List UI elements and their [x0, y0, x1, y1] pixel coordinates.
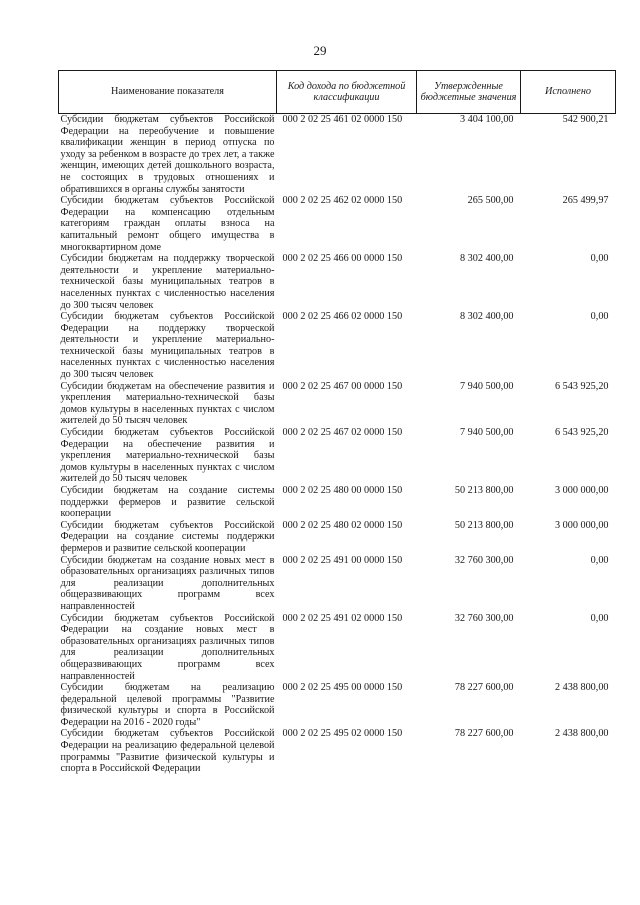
- row-approved: 78 227 600,00: [454, 728, 514, 740]
- row-code: 000 2 02 25 491 00 0000 150: [282, 554, 403, 566]
- table-row: [59, 253, 616, 311]
- header-executed: Исполнено: [521, 71, 616, 114]
- row-approved: 32 760 300,00: [454, 554, 514, 566]
- row-code: 000 2 02 25 495 02 0000 150: [282, 728, 403, 740]
- row-approved: 32 760 300,00: [454, 612, 514, 624]
- budget-table: [58, 70, 616, 775]
- table-row: [59, 613, 616, 683]
- page-number: 29: [313, 43, 327, 58]
- header-approved: Утвержденные бюджетные значения: [417, 71, 521, 114]
- row-executed: 6 543 925,20: [555, 427, 609, 439]
- table-row: [59, 195, 616, 253]
- table-row: [59, 485, 616, 520]
- table-header: [59, 71, 616, 114]
- table-row: [59, 682, 616, 728]
- row-approved: 7 940 500,00: [460, 380, 514, 392]
- row-executed: 3 000 000,00: [555, 519, 609, 531]
- row-executed: 542 900,21: [562, 114, 609, 125]
- row-name: Субсидии бюджетам субъектов Российской Федерации на поддержку творческой деятельности и укрепление материально-технической базы муниципальных театров в населенных пунктах с численностью населения до 300 тысяч человек: [60, 311, 275, 381]
- table-row: [59, 427, 616, 485]
- row-code: 000 2 02 25 466 00 0000 150: [282, 253, 403, 265]
- row-approved: 50 213 800,00: [454, 519, 514, 531]
- table-row: [59, 555, 616, 613]
- row-name: Субсидии бюджетам субъектов Российской Федерации на переобучение и повышение квалификации женщин в период отпуска по уходу за ребенком в возрасте до трех лет, а также женщин, имеющих детей дошкольного возраста, не состоящих в трудовых отношениях и обратившихся в органы службы занятости: [60, 114, 275, 195]
- row-name: Субсидии бюджетам субъектов Российской Федерации на компенсацию отдельным категориям граждан оплаты взноса на капитальный ремонт общего имущества в многоквартирном доме: [60, 195, 275, 253]
- row-code: 000 2 02 25 461 02 0000 150: [282, 114, 403, 125]
- row-code: 000 2 02 25 495 00 0000 150: [282, 682, 403, 694]
- row-name: Субсидии бюджетам на реализацию федеральной целевой программы "Развитие физической культуры и спорта в Российской Федерации на 2016 - 2020 годы": [60, 682, 275, 728]
- row-code: 000 2 02 25 462 02 0000 150: [282, 195, 403, 207]
- row-approved: 8 302 400,00: [460, 311, 514, 323]
- row-executed: 0,00: [590, 253, 609, 265]
- row-name: Субсидии бюджетам на создание системы поддержки фермеров и развитие сельской кооперации: [60, 485, 275, 520]
- header-name: Наименование показателя: [59, 71, 277, 114]
- row-approved: 265 500,00: [467, 195, 514, 207]
- row-executed: 2 438 800,00: [555, 728, 609, 740]
- table-row: [59, 381, 616, 427]
- row-approved: 7 940 500,00: [460, 427, 514, 439]
- row-name: Субсидии бюджетам субъектов Российской Федерации на создание системы поддержки фермеров и развитие сельской кооперации: [60, 519, 275, 554]
- row-executed: 0,00: [590, 612, 609, 624]
- row-name: Субсидии бюджетам на поддержку творческой деятельности и укрепление материально-технической базы муниципальных театров в населенных пунктах с численностью населения до 300 тысяч человек: [60, 253, 275, 311]
- row-code: 000 2 02 25 480 00 0000 150: [282, 485, 403, 496]
- row-approved: 78 227 600,00: [454, 682, 514, 694]
- row-executed: 0,00: [590, 554, 609, 566]
- row-code: 000 2 02 25 467 00 0000 150: [282, 380, 403, 392]
- row-name: Субсидии бюджетам на обеспечение развития и укрепления материально-технической базы домов культуры в населенных пунктах с числом жителей до 50 тысяч человек: [60, 380, 275, 427]
- row-approved: 8 302 400,00: [460, 253, 514, 265]
- row-executed: 265 499,97: [562, 195, 609, 207]
- row-executed: 2 438 800,00: [555, 682, 609, 694]
- table-row: [59, 520, 616, 555]
- table-row: [59, 114, 616, 196]
- table-row: [59, 311, 616, 381]
- row-code: 000 2 02 25 480 02 0000 150: [282, 519, 403, 531]
- row-code: 000 2 02 25 467 02 0000 150: [282, 427, 403, 439]
- table-row: [59, 728, 616, 774]
- row-code: 000 2 02 25 491 02 0000 150: [282, 612, 403, 624]
- row-executed: 0,00: [590, 311, 609, 323]
- row-name: Субсидии бюджетам субъектов Российской Федерации на реализацию федеральной целевой программы "Развитие физической культуры и спорта в Российской Федерации: [60, 728, 275, 775]
- row-name: Субсидии бюджетам субъектов Российской Федерации на обеспечение развития и укрепления материально-технической базы домов культуры в населенных пунктах с числом жителей до 50 тысяч человек: [60, 427, 275, 485]
- row-code: 000 2 02 25 466 02 0000 150: [282, 311, 403, 323]
- row-approved: 3 404 100,00: [460, 114, 514, 125]
- row-executed: 6 543 925,20: [555, 380, 609, 392]
- row-executed: 3 000 000,00: [555, 485, 609, 496]
- row-name: Субсидии бюджетам субъектов Российской Федерации на создание новых мест в образовательных организациях различных типов для реализации дополнительных общеразвивающих программ всех направленностей: [60, 612, 275, 682]
- row-name: Субсидии бюджетам на создание новых мест в образовательных организациях различных типов для реализации дополнительных общеразвивающих программ всех направленностей: [60, 554, 275, 612]
- row-approved: 50 213 800,00: [454, 485, 514, 496]
- header-code: Код дохода по бюджетной классификации: [277, 71, 417, 114]
